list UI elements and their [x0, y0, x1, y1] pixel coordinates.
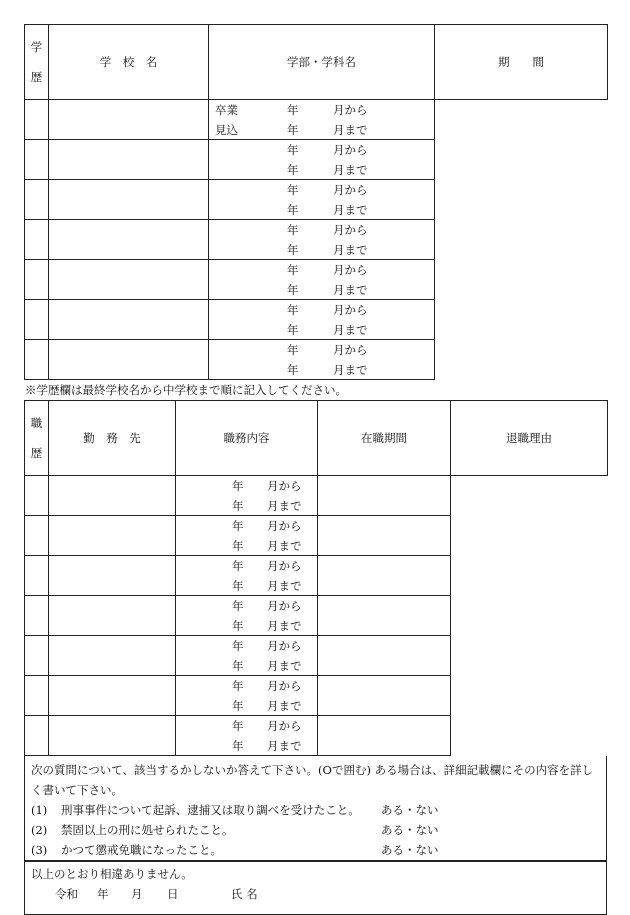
education-period-cell[interactable] [209, 140, 435, 180]
employer-cell[interactable] [25, 476, 49, 516]
period-year-label: 年 [287, 363, 299, 377]
career-row [25, 596, 608, 636]
period-year-label: 年 [232, 699, 244, 713]
reason-for-leaving-cell[interactable] [318, 556, 451, 596]
job-description-cell[interactable] [49, 716, 176, 756]
period-month-label: 月まで [333, 363, 368, 377]
period-year-label: 年 [232, 619, 244, 633]
education-side-label [25, 25, 49, 100]
school-name-cell[interactable] [25, 220, 49, 260]
period-year-label: 年 [287, 243, 299, 257]
period-month-label: 月まで [267, 579, 302, 593]
period-year-label: 年 [287, 343, 299, 357]
header-reason-for-leaving: 退職理由 [451, 401, 608, 476]
period-month-label: 月から [333, 223, 368, 237]
question-text: 刑事事件について起訴、逮捕又は取り調べを受けたこと。 [61, 803, 360, 817]
school-name-cell[interactable] [25, 140, 49, 180]
answer-choice[interactable]: ある・ない [381, 843, 439, 857]
period-month-label: 月まで [333, 163, 368, 177]
header-school-name: 学 校 名 [49, 25, 209, 100]
education-side-char: 学 [30, 40, 43, 54]
education-row [25, 180, 608, 220]
career-row [25, 516, 608, 556]
employer-cell[interactable] [25, 556, 49, 596]
career-period-cell[interactable] [176, 716, 318, 756]
education-period-cell[interactable] [209, 220, 435, 260]
period-month-label: 月から [267, 479, 302, 493]
period-year-label: 年 [287, 203, 299, 217]
period-month-label: 月から [333, 183, 368, 197]
period-year-label: 年 [287, 283, 299, 297]
faculty-cell[interactable] [49, 300, 209, 340]
period-year-label: 年 [232, 539, 244, 553]
period-year-label: 年 [232, 639, 244, 653]
career-period-cell[interactable] [176, 476, 318, 516]
period-month-label: 月まで [267, 739, 302, 753]
confirmation-statement: 以上のとおり相違ありません。 [31, 867, 193, 881]
period-year-label: 年 [232, 559, 244, 573]
reason-for-leaving-cell[interactable] [318, 676, 451, 716]
career-period-cell[interactable] [176, 516, 318, 556]
header-employment-period: 在職期間 [318, 401, 451, 476]
education-side-char: 歴 [30, 70, 43, 84]
faculty-cell[interactable] [49, 140, 209, 180]
job-description-cell[interactable] [49, 476, 176, 516]
education-row [25, 100, 608, 140]
job-description-cell[interactable] [49, 596, 176, 636]
period-year-label: 年 [287, 163, 299, 177]
period-month-label: 月から [267, 639, 302, 653]
confirmation-section [24, 861, 607, 915]
career-row [25, 716, 608, 756]
period-year-label: 年 [232, 739, 244, 753]
question-text: 禁固以上の刑に処せられたこと。 [61, 823, 234, 837]
career-row [25, 636, 608, 676]
reason-for-leaving-cell[interactable] [318, 596, 451, 636]
school-name-cell[interactable] [25, 180, 49, 220]
period-month-label: 月から [267, 519, 302, 533]
period-month-label: 月まで [333, 283, 368, 297]
education-period-cell[interactable] [209, 180, 435, 220]
education-period-cell[interactable] [209, 340, 435, 380]
education-period-cell[interactable] [209, 300, 435, 340]
career-row [25, 476, 608, 516]
reason-for-leaving-cell[interactable] [318, 516, 451, 556]
question-number: (2) [31, 823, 48, 837]
questions-section [24, 756, 607, 861]
career-table [24, 400, 608, 756]
period-month-label: 月から [333, 343, 368, 357]
answer-choice[interactable]: ある・ない [381, 823, 439, 837]
reason-for-leaving-cell[interactable] [318, 476, 451, 516]
name-label: 氏 名 [231, 887, 258, 901]
question-item [25, 820, 606, 840]
period-month-label: 月まで [333, 123, 368, 137]
period-month-label: 月から [333, 263, 368, 277]
graduation-status-label: 見込 [215, 123, 238, 137]
education-period-cell[interactable] [209, 100, 435, 140]
question-number: (3) [31, 843, 48, 857]
faculty-cell[interactable] [49, 260, 209, 300]
career-period-cell[interactable] [176, 636, 318, 676]
period-month-label: 月から [267, 599, 302, 613]
period-year-label: 年 [287, 263, 299, 277]
period-year-label: 年 [287, 223, 299, 237]
period-year-label: 年 [287, 123, 299, 137]
career-side-char: 歴 [30, 446, 43, 460]
graduation-status-label: 卒業 [215, 103, 238, 117]
education-period-cell[interactable] [209, 260, 435, 300]
career-period-cell[interactable] [176, 596, 318, 636]
education-row [25, 220, 608, 260]
education-row [25, 340, 608, 380]
header-employer: 勤 務 先 [49, 401, 176, 476]
faculty-cell[interactable] [49, 180, 209, 220]
period-year-label: 年 [232, 599, 244, 613]
job-description-cell[interactable] [49, 556, 176, 596]
year-label: 年 [97, 887, 109, 901]
school-name-cell[interactable] [25, 340, 49, 380]
employer-cell[interactable] [25, 636, 49, 676]
period-month-label: 月まで [333, 203, 368, 217]
period-month-label: 月から [333, 143, 368, 157]
period-month-label: 月まで [267, 659, 302, 673]
question-number: (1) [31, 803, 48, 817]
education-note: ※学歴欄は最終学校名から中学校まで順に記入してください。 [25, 383, 347, 397]
header-faculty: 学部・学科名 [209, 25, 435, 100]
career-row [25, 676, 608, 716]
period-month-label: 月まで [267, 619, 302, 633]
school-name-cell[interactable] [25, 100, 49, 140]
question-item [25, 800, 606, 820]
career-side-label [25, 401, 49, 476]
reason-for-leaving-cell[interactable] [318, 716, 451, 756]
employer-cell[interactable] [25, 516, 49, 556]
career-period-cell[interactable] [176, 556, 318, 596]
period-month-label: 月まで [267, 499, 302, 513]
questions-intro: 次の質問について、該当するかしないか答えて下さい。(Oで囲む) ある場合は、詳細記載欄にその内容を詳しく書いて下さい。 [31, 763, 594, 797]
period-month-label: 月から [267, 559, 302, 573]
period-month-label: 月まで [333, 243, 368, 257]
career-side-char: 職 [30, 416, 43, 430]
period-year-label: 年 [287, 323, 299, 337]
career-row [25, 556, 608, 596]
period-year-label: 年 [287, 143, 299, 157]
era-label: 令和 [55, 887, 78, 901]
faculty-cell[interactable] [49, 220, 209, 260]
period-year-label: 年 [232, 659, 244, 673]
answer-choice[interactable]: ある・ない [381, 803, 439, 817]
period-year-label: 年 [287, 303, 299, 317]
period-month-label: 月から [267, 679, 302, 693]
faculty-cell[interactable] [49, 100, 209, 140]
period-month-label: 月まで [267, 539, 302, 553]
faculty-cell[interactable] [49, 340, 209, 380]
job-description-cell[interactable] [49, 636, 176, 676]
employer-cell[interactable] [25, 716, 49, 756]
period-month-label: 月まで [267, 699, 302, 713]
period-year-label: 年 [287, 103, 299, 117]
header-period: 期 間 [435, 25, 608, 100]
period-year-label: 年 [232, 499, 244, 513]
period-month-label: 月から [267, 719, 302, 733]
employer-cell[interactable] [25, 596, 49, 636]
period-year-label: 年 [232, 679, 244, 693]
period-year-label: 年 [232, 479, 244, 493]
employer-cell[interactable] [25, 676, 49, 716]
period-year-label: 年 [287, 183, 299, 197]
period-year-label: 年 [232, 719, 244, 733]
period-month-label: 月から [333, 303, 368, 317]
job-description-cell[interactable] [49, 516, 176, 556]
career-period-cell[interactable] [176, 676, 318, 716]
period-year-label: 年 [232, 519, 244, 533]
education-row [25, 300, 608, 340]
month-label: 月 [131, 887, 143, 901]
school-name-cell[interactable] [25, 260, 49, 300]
question-item [25, 840, 606, 860]
job-description-cell[interactable] [49, 676, 176, 716]
school-name-cell[interactable] [25, 300, 49, 340]
period-month-label: 月まで [333, 323, 368, 337]
education-row [25, 260, 608, 300]
day-label: 日 [167, 887, 179, 901]
education-table [24, 24, 608, 380]
header-job-description: 職務内容 [176, 401, 318, 476]
education-row [25, 140, 608, 180]
reason-for-leaving-cell[interactable] [318, 636, 451, 676]
application-form [24, 24, 607, 915]
period-month-label: 月から [333, 103, 368, 117]
period-year-label: 年 [232, 579, 244, 593]
question-text: かつて懲戒免職になったこと。 [61, 843, 222, 857]
